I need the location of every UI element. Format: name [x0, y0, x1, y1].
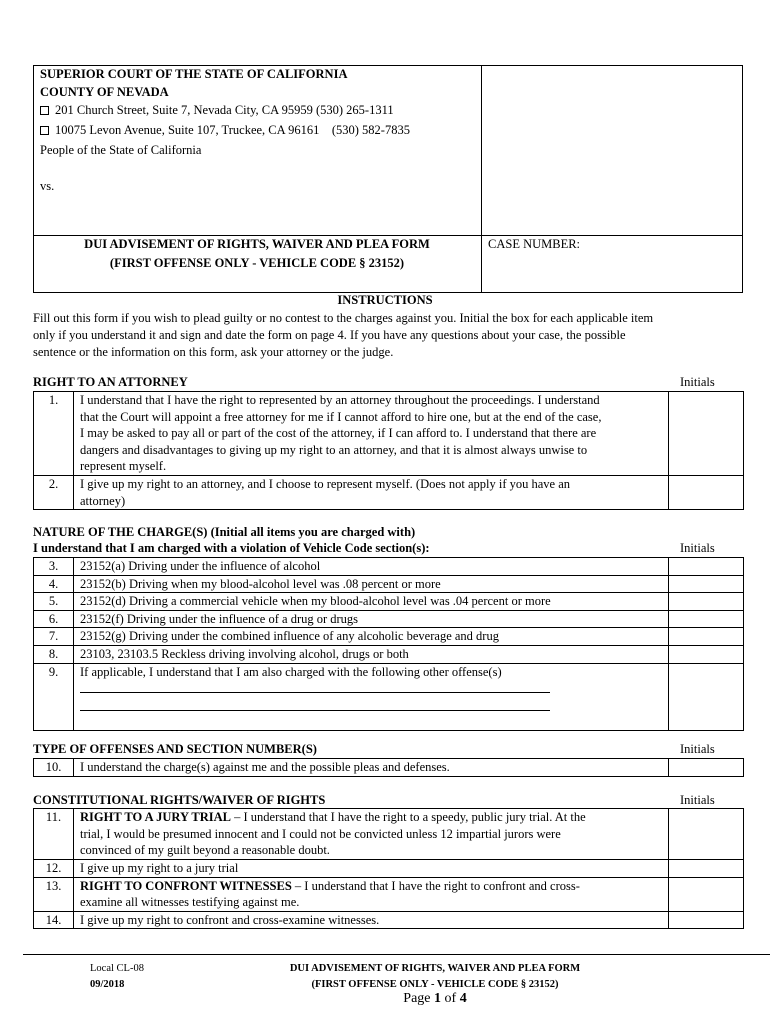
- table-row: [34, 575, 744, 593]
- table-row: [34, 759, 744, 777]
- initials-box[interactable]: [669, 476, 744, 510]
- offenses-table: [33, 758, 744, 777]
- county-name: COUNTY OF NEVADA: [40, 85, 169, 99]
- page-label: Page: [403, 991, 435, 1006]
- attorney-heading: RIGHT TO AN ATTORNEY: [33, 375, 188, 389]
- initials-box[interactable]: [669, 610, 744, 628]
- item-number: 11.: [34, 809, 74, 860]
- item-text: [74, 663, 669, 730]
- table-row: [34, 663, 744, 730]
- item-text-line: trial, I would be presumed innocent and I could not be convicted unless 12 impartial jurors were: [80, 826, 561, 841]
- item-number: 9.: [34, 663, 74, 730]
- case-number-field[interactable]: [484, 256, 740, 290]
- table-row: [34, 877, 744, 911]
- initials-label-charges: Initials: [680, 541, 715, 555]
- initials-box[interactable]: [669, 593, 744, 611]
- initials-box[interactable]: [669, 558, 744, 576]
- address-2-text: 10075 Levon Avenue, Suite 107, Truckee, CA 96161 (530) 582-7835: [55, 123, 410, 137]
- form-title-line2: (FIRST OFFENSE ONLY - VEHICLE CODE § 23152): [109, 256, 405, 270]
- initials-box[interactable]: [669, 877, 744, 911]
- item-number: 6.: [34, 610, 74, 628]
- item-number: 13.: [34, 877, 74, 911]
- initials-box[interactable]: [669, 911, 744, 929]
- item-number: 4.: [34, 575, 74, 593]
- table-row: [34, 809, 744, 860]
- constitutional-table: [33, 808, 744, 929]
- footer-date: 09/2018: [90, 979, 125, 990]
- initials-label-attorney: Initials: [680, 375, 715, 389]
- item-text: 23152(g) Driving under the combined influence of any alcoholic beverage and drug: [74, 628, 669, 646]
- item-text: [74, 877, 669, 911]
- footer-title-line2: (FIRST OFFENSE ONLY - VEHICLE CODE § 23152): [311, 979, 559, 990]
- item-text: 23152(d) Driving a commercial vehicle when my blood-alcohol level was .04 percent or more: [74, 593, 669, 611]
- item-text: [74, 476, 669, 510]
- table-row: [34, 476, 744, 510]
- header-divider-vertical: [481, 65, 482, 293]
- party-name: People of the State of California: [40, 143, 202, 157]
- initials-box[interactable]: [669, 575, 744, 593]
- item-text: [74, 392, 669, 476]
- form-title-line1: DUI ADVISEMENT OF RIGHTS, WAIVER AND PLEA FORM: [84, 237, 430, 251]
- item-text-line: convinced of my guilt beyond a reasonable doubt.: [80, 843, 330, 858]
- item-text-line: – I understand that I have the right to a speedy, public jury trial. At the: [231, 810, 586, 824]
- attorney-table: [33, 391, 744, 510]
- item-text-line: I understand that I have the right to represented by an attorney throughout the proceedings. I understand: [80, 393, 600, 407]
- item-text: 23152(b) Driving when my blood-alcohol level was .08 percent or more: [74, 575, 669, 593]
- table-row: [34, 558, 744, 576]
- item-text-line: that the Court will appoint a free attorney for me if I cannot afford to hire one, but at the end of the case,: [80, 409, 602, 424]
- item-number: 5.: [34, 593, 74, 611]
- case-number-label: CASE NUMBER:: [488, 237, 581, 251]
- item-number: 12.: [34, 860, 74, 878]
- item-number: 7.: [34, 628, 74, 646]
- instructions-heading: INSTRUCTIONS: [337, 293, 433, 307]
- item-text: I give up my right to confront and cross-examine witnesses.: [74, 911, 669, 929]
- instructions-line-3: sentence or the information on this form, ask your attorney or the judge.: [33, 345, 394, 359]
- page-indicator: [230, 990, 640, 1007]
- table-row: [34, 610, 744, 628]
- item-text-line: represent myself.: [80, 459, 167, 474]
- item-text-line: If applicable, I understand that I am also charged with the following other offense(s): [80, 664, 502, 679]
- item-text-line: examine all witnesses testifying against me.: [80, 895, 300, 910]
- initials-box[interactable]: [669, 809, 744, 860]
- initials-label-constitutional: Initials: [680, 793, 715, 807]
- versus-label: vs.: [40, 179, 55, 193]
- initials-box[interactable]: [669, 860, 744, 878]
- charges-heading: NATURE OF THE CHARGE(S) (Initial all items you are charged with): [33, 525, 416, 539]
- address-option-2[interactable]: [40, 122, 410, 139]
- item-number: 1.: [34, 392, 74, 476]
- jury-trial-title: RIGHT TO A JURY TRIAL: [80, 810, 232, 824]
- item-text-line: I give up my right to an attorney, and I choose to represent myself. (Does not apply if you have an: [80, 477, 571, 491]
- initials-box[interactable]: [669, 759, 744, 777]
- item-number: 2.: [34, 476, 74, 510]
- address-option-1[interactable]: [40, 102, 394, 119]
- item-text: 23152(a) Driving under the influence of alcohol: [74, 558, 669, 576]
- page-total: 4: [459, 991, 467, 1006]
- item-text-line: dangers and disadvantages to giving up my right to an attorney, and that it is almost always unwise to: [80, 442, 588, 457]
- page-of: of: [441, 991, 460, 1006]
- table-row: [34, 593, 744, 611]
- initials-box[interactable]: [669, 392, 744, 476]
- initials-box[interactable]: [669, 645, 744, 663]
- item-text: I give up my right to a jury trial: [74, 860, 669, 878]
- constitutional-heading: CONSTITUTIONAL RIGHTS/WAIVER OF RIGHTS: [33, 793, 326, 807]
- footer-form-id: Local CL-08: [90, 963, 144, 974]
- initials-label-offenses: Initials: [680, 742, 715, 756]
- charges-table: [33, 557, 744, 731]
- instructions-line-1: Fill out this form if you wish to plead guilty or no contest to the charges against you. Initial the box for each applicable item: [33, 311, 654, 325]
- table-row: [34, 628, 744, 646]
- table-row: [34, 392, 744, 476]
- item-text-line: – I understand that I have the right to confront and cross-: [291, 878, 580, 893]
- address-2-checkbox[interactable]: [40, 126, 49, 135]
- initials-box[interactable]: [669, 628, 744, 646]
- offenses-heading: TYPE OF OFFENSES AND SECTION NUMBER(S): [33, 742, 317, 756]
- table-row: [34, 911, 744, 929]
- page-number: 1: [434, 991, 442, 1006]
- table-row: [34, 860, 744, 878]
- item-text-line: I may be asked to pay all or part of the cost of the attorney, if I can afford to. I understand that there are: [80, 426, 597, 441]
- item-number: 14.: [34, 911, 74, 929]
- court-name: SUPERIOR COURT OF THE STATE OF CALIFORNIA: [40, 67, 348, 81]
- other-offense-line-1[interactable]: [80, 680, 550, 693]
- footer-rule: [23, 954, 770, 955]
- item-text: 23152(f) Driving under the influence of a drug or drugs: [74, 610, 669, 628]
- item-number: 10.: [34, 759, 74, 777]
- address-1-text: 201 Church Street, Suite 7, Nevada City, CA 95959 (530) 265-1311: [55, 103, 394, 117]
- other-offense-line-2[interactable]: [80, 698, 550, 711]
- initials-box[interactable]: [669, 663, 744, 730]
- address-1-checkbox[interactable]: [40, 106, 49, 115]
- charges-subheading: I understand that I am charged with a violation of Vehicle Code section(s):: [33, 541, 430, 555]
- item-text: 23103, 23103.5 Reckless driving involving alcohol, drugs or both: [74, 645, 669, 663]
- item-number: 3.: [34, 558, 74, 576]
- item-text-line: attorney): [80, 493, 126, 508]
- instructions-line-2: only if you understand it and sign and date the form on page 4. If you have any questions about your case, the possible: [33, 328, 626, 342]
- table-row: [34, 645, 744, 663]
- item-text: I understand the charge(s) against me and the possible pleas and defenses.: [74, 759, 669, 777]
- item-number: 8.: [34, 645, 74, 663]
- confront-witnesses-title: RIGHT TO CONFRONT WITNESSES: [80, 878, 292, 893]
- item-text: [74, 809, 669, 860]
- footer-title-line1: DUI ADVISEMENT OF RIGHTS, WAIVER AND PLEA FORM: [289, 963, 581, 974]
